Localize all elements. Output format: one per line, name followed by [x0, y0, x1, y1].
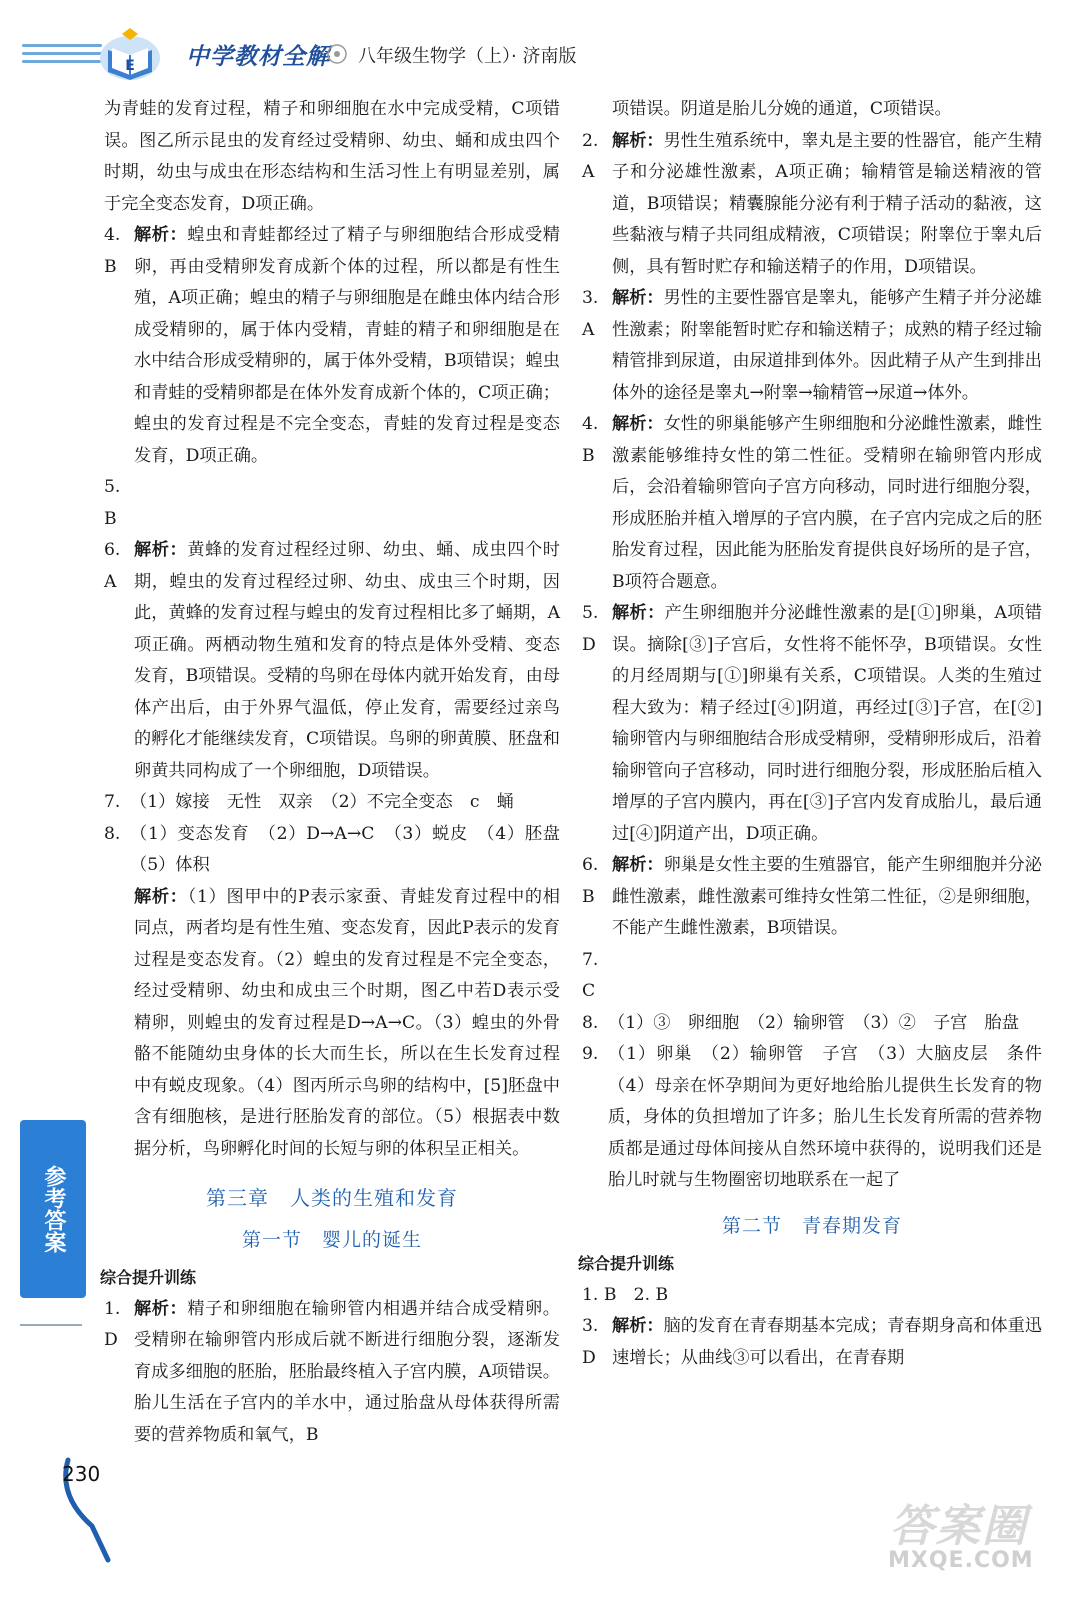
answer-text: （1）卵巢 （2）输卵管 子宫 （3）大脑皮层 条件 （4）母亲在怀孕期间为更好地给胎儿提供生长发育的物质，身体的负担增加了许多；胎儿生长发育所需的营养物质都是通过母体间接从自然环境中获得的，说明我们还是胎儿时就与生物圈密切地联系在一起了: [608, 1044, 1060, 1190]
analysis-label: 解析：: [134, 225, 188, 245]
watermark-logo: 答案圈: [890, 1501, 1028, 1552]
answer-text: [134, 1294, 560, 1452]
answer-number: 4. B: [104, 225, 121, 277]
analysis-label: 解析：: [612, 130, 664, 151]
watermark-url: MXQE.COM: [888, 1548, 1034, 1573]
analysis-body: 脑的发育在青春期基本完成；青春期身高和体重迅速增长；从曲线③可以看出，在青春期: [612, 1316, 1042, 1368]
analysis-body: 女性的卵巢能够产生卵细胞和分泌雌性激素，雌性激素能够维持女性的第二性征。受精卵在输卵管内形成后，会沿着输卵管向子宫方向移动，同时进行细胞分裂，形成胚胎并植入增厚的子宫内膜，在子宫内完成之后的胚胎发育过程，因此能为胚胎发育提供良好场所的是子宫，B项符合题意。: [612, 414, 1042, 592]
section-heading: 第一节 婴儿的诞生: [241, 1228, 422, 1251]
page-header: [0, 0, 1072, 96]
answer-text: [612, 409, 1042, 598]
header-subtitle: 八年级生物学（上）· 济南版: [358, 46, 577, 67]
answer-number: 1. D: [104, 1298, 121, 1350]
answer-text: （1）变态发育 （2）D→A→C （3）蜕皮 （4）胚盘 （5）体积: [130, 823, 578, 875]
analysis-label: 解析：: [612, 855, 664, 875]
header-title: 中学教材全解: [186, 44, 330, 70]
analysis-body: 产生卵细胞并分泌雌性激素的是[①]卵巢，A项错误。摘除[③]子宫后，女性将不能怀孕，B项错误。女性的月经周期与[①]卵巢有关系，C项错误。人类的生殖过程大致为：精子经过[④]阴道，再经过[③]子宫，在[②]输卵管内与卵细胞结合形成受精卵，受精卵形成后，沿着输卵管向子宫移动，同时进行细胞分裂，形成胚胎后植入增厚的子宫内膜内，再在[③]子宫内发育成胎儿，最后通过[④]阴道产出，D项正确。: [612, 603, 1042, 844]
section-heading: 第二节 青春期发育: [721, 1214, 902, 1237]
answer-item: [104, 220, 560, 472]
answer-item: [582, 850, 1042, 945]
answer-number: 9.: [582, 1044, 599, 1064]
answer-number: 7.: [104, 792, 121, 812]
answer-item: [582, 409, 1042, 598]
side-tab-label: 参考答案: [41, 1165, 66, 1253]
answer-item: [582, 1311, 1042, 1374]
answer-item: [104, 819, 578, 882]
analysis-body: 男性生殖系统中，睾丸是主要的性器官，能产生精子和分泌雄性激素，A项正确；输精管是输送精液的管道，B项错误；精囊腺能分泌有利于精子活动的黏液，这些黏液与精子共同组成精液，C项错误；附睾位于睾丸后侧，具有暂时贮存和输送精子的作用，D项错误。: [612, 130, 1042, 277]
header-separator-icon: [322, 40, 352, 68]
answer-text: [612, 850, 1042, 945]
analysis-label: 解析：: [134, 1298, 188, 1319]
answer-text: [612, 283, 1042, 409]
continuation-text: 为青蛙的发育过程，精子和卵细胞在水中完成受精，C项错误。图乙所示昆虫的发育经过受精卵、幼虫、蛹和成虫四个时期，幼虫与成虫在形态结构和生活习性上有明显差别，属于完全变态发育，D项正确。: [104, 99, 560, 214]
answer-item: [582, 126, 1042, 284]
answer-item: [104, 1294, 560, 1452]
watermark: [880, 1490, 1060, 1590]
side-tab: [20, 1120, 86, 1298]
analysis-label: 解析：: [612, 414, 664, 434]
answer-text: [134, 535, 560, 787]
answer-item: [104, 472, 560, 535]
analysis-body: （1）图甲中的P表示家蚕、青蛙发育过程中的相同点，两者均是有性生殖、变态发育，因此P表示的发育过程是变态发育。（2）蝗虫的发育过程是不完全变态，经过受精卵、幼虫和成虫三个时期，图乙中若D表示受精卵，则蝗虫的发育过程是D→A→C。（3）蝗虫的外骨骼不能随幼虫身体的长大而生长，所以在生长发育过程中有蜕皮现象。（4）图丙所示鸟卵的结构中，[5]胚盘中含有细胞核，是进行胚胎发育的部位。（5）根据表中数据分析，鸟卵孵化时间的长短与卵的体积呈正相关。: [134, 886, 560, 1159]
analysis-body: 卵巢是女性主要的生殖器官，能产生卵细胞并分泌雌性激素，雌性激素可维持女性第二性征，②是卵细胞，不能产生雌性激素，B项错误。: [612, 855, 1042, 938]
answer-number: 6. A: [104, 540, 121, 592]
answer-text: [612, 1311, 1042, 1374]
analysis-label: 解析：: [612, 603, 665, 623]
answer-number: 3. A: [582, 288, 599, 340]
answer-text: （1）嫁接 无性 双亲 （2）不完全变态 c 蛹: [130, 792, 514, 812]
answer-text: [612, 126, 1042, 284]
answer-number: 5. D: [582, 603, 599, 655]
tab-divider: [20, 1324, 82, 1326]
right-column: [578, 94, 1060, 1374]
training-heading: 综合提升训练: [100, 1268, 197, 1287]
answer-item: [104, 535, 560, 787]
answer-number: 2. A: [582, 130, 599, 182]
book-logo-icon: [96, 28, 164, 84]
answer-line: 1. B 2. B: [582, 1284, 669, 1305]
analysis-body: 男性的主要性器官是睾丸，能够产生精子并分泌雄性激素；附睾能暂时贮存和输送精子；成熟的精子经过输精管排到尿道，由尿道排到体外。因此精子从产生到排出体外的途径是睾丸→附睾→输精管→尿道→体外。: [612, 288, 1042, 403]
answer-item: [582, 945, 1042, 1008]
answer-item: [582, 598, 1042, 850]
answer-item: [582, 1039, 1060, 1197]
left-column: [100, 94, 578, 1451]
svg-text:E: E: [125, 58, 135, 74]
answer-number: 5. B: [104, 477, 121, 529]
answer-text: [612, 598, 1042, 850]
training-heading: 综合提升训练: [578, 1254, 675, 1273]
header-decor-lines: [22, 44, 102, 68]
analysis-body: 蝗虫和青蛙都经过了精子与卵细胞结合形成受精卵，再由受精卵发育成新个体的过程，所以都是有性生殖，A项正确；蝗虫的精子与卵细胞是在雌虫体内结合形成受精卵的，属于体内受精，青蛙的精子和卵细胞是在水中结合形成受精卵的，属于体外受精，B项错误；蝗虫和青蛙的受精卵都是在体外发育成新个体的，C项正确；蝗虫的发育过程是不完全变态，青蛙的发育过程是变态发育，D项正确。: [134, 225, 560, 466]
answer-text: [134, 220, 560, 472]
analysis-body: 黄蜂的发育过程经过卵、幼虫、蛹、成虫四个时期，蝗虫的发育过程经过卵、幼虫、成虫三个时期，因此，黄蜂的发育过程与蝗虫的发育过程相比多了蛹期，A项正确。两栖动物生殖和发育的特点是体外受精、变态发育，B项错误。受精的鸟卵在母体内就开始发育，由母体产出后，由于外界气温低，停止发育，需要经过亲鸟的孵化才能继续发育，C项错误。鸟卵的卵黄膜、胚盘和卵黄共同构成了一个卵细胞，D项错误。: [134, 540, 560, 781]
answer-number: 3. D: [582, 1316, 599, 1368]
answer-number: 8.: [582, 1012, 599, 1033]
analysis-label: 解析：: [612, 288, 664, 308]
answer-number: 7. C: [582, 949, 599, 1001]
analysis-label: 解析：: [134, 540, 188, 560]
page-number: 230: [62, 1462, 101, 1486]
answer-number: 6. B: [582, 855, 599, 907]
answer-number: 4. B: [582, 414, 599, 466]
answer-item: [104, 787, 560, 819]
analysis-body: 精子和卵细胞在输卵管内相遇并结合成受精卵。受精卵在输卵管内形成后就不断进行细胞分裂，逐渐发育成多细胞的胚胎，胚胎最终植入子宫内膜，A项错误。胎儿生活在子宫内的羊水中，通过胎盘从母体获得所需要的营养物质和氧气，B: [134, 1298, 560, 1445]
analysis-paragraph: [104, 882, 560, 1166]
answer-number: 8.: [104, 823, 121, 844]
analysis-label: 解析：: [134, 886, 188, 907]
answer-text: （1）③ 卵细胞 （2）输卵管 （3）② 子宫 胎盘: [608, 1012, 1019, 1033]
chapter-heading: 第三章 人类的生殖和发育: [206, 1186, 458, 1210]
analysis-label: 解析：: [612, 1316, 664, 1336]
answer-item: [582, 1008, 1042, 1040]
continuation-text: 项错误。阴道是胎儿分娩的通道，C项错误。: [612, 99, 952, 119]
answer-item: [582, 283, 1042, 409]
